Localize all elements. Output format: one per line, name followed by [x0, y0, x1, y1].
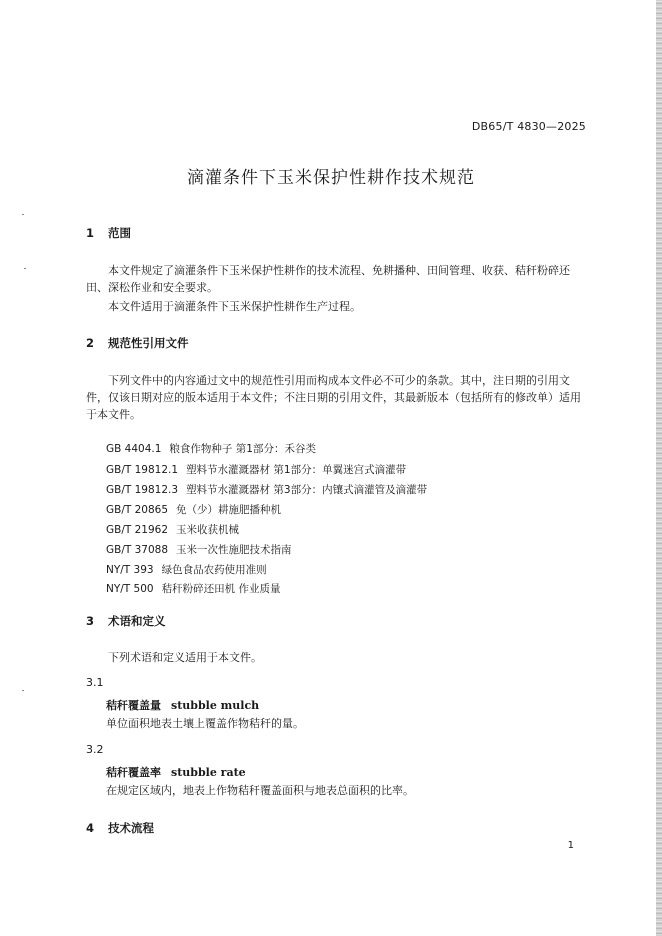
reference-item: [106, 542, 292, 557]
reference-item: [106, 562, 267, 577]
term-heading: [106, 697, 259, 713]
term-zh: 秸秆覆盖率: [106, 766, 161, 779]
document-title: 滴灌条件下玉米保护性耕作技术规范: [187, 168, 475, 188]
section-title: 技术流程: [108, 821, 155, 835]
paragraph-text: 下列术语和定义适用于本文件。: [108, 651, 262, 664]
scan-edge-artifact: [656, 0, 662, 936]
term-definition: 单位面积地表土壤上覆盖作物秸秆的量。: [106, 717, 304, 730]
term-en: stubble rate: [171, 766, 246, 779]
reference-code: GB/T 19812.1: [106, 464, 179, 476]
section-3-heading: [86, 613, 166, 629]
section-title: 范围: [108, 226, 132, 240]
section-2-intro: [86, 372, 591, 423]
reference-title: 绿色食品农药使用准则: [161, 564, 267, 576]
section-1-paragraph-1: [86, 262, 591, 296]
section-title: 规范性引用文件: [108, 336, 189, 350]
term-number: 3.1: [86, 676, 104, 689]
reference-title: 秸秆粉碎还田机 作业质量: [161, 583, 281, 595]
term-number: 3.2: [86, 743, 104, 756]
reference-title: 塑料节水灌溉器材 第1部分：单翼迷宫式滴灌带: [186, 464, 407, 476]
term-en: stubble mulch: [171, 699, 260, 712]
section-1-paragraph-2: [86, 298, 591, 315]
reference-item: [106, 482, 427, 497]
section-number: 3: [86, 614, 95, 628]
reference-item: [106, 462, 406, 477]
section-2-heading: [86, 335, 189, 351]
reference-code: GB/T 19812.3: [106, 484, 179, 496]
scan-speck: [22, 690, 24, 691]
reference-code: GB/T 37088: [106, 544, 169, 556]
section-number: 4: [86, 821, 95, 835]
page-number: 1: [567, 840, 574, 851]
reference-code: NY/T 500: [106, 583, 154, 595]
scan-speck: [22, 214, 24, 215]
section-title: 术语和定义: [108, 614, 166, 628]
paragraph-text: 下列文件中的内容通过文中的规范性引用而构成本文件必不可少的条款。其中，注日期的引用文件，仅该日期对应的版本适用于本文件；不注日期的引用文件，其最新版本（包括所有的修改单）适用于本文件。: [86, 374, 581, 421]
reference-item: [106, 502, 281, 517]
term-zh: 秸秆覆盖量: [106, 699, 161, 712]
reference-item: [106, 441, 316, 456]
paragraph-text: 本文件规定了滴灌条件下玉米保护性耕作的技术流程、免耕播种、田间管理、收获、秸秆粉碎还田、深松作业和安全要求。: [86, 264, 570, 294]
section-4-heading: [86, 820, 154, 836]
term-definition: 在规定区域内，地表上作物秸秆覆盖面积与地表总面积的比率。: [106, 784, 414, 797]
reference-title: 玉米收获机械: [176, 524, 240, 536]
reference-code: GB 4404.1: [106, 443, 162, 455]
reference-title: 免（少）耕施肥播种机: [176, 504, 282, 516]
scan-speck: [24, 268, 26, 269]
section-1-heading: [86, 225, 131, 241]
reference-code: GB/T 21962: [106, 524, 169, 536]
reference-title: 玉米一次性施肥技术指南: [176, 544, 292, 556]
reference-item: [106, 522, 239, 537]
reference-title: 塑料节水灌溉器材 第3部分：内镶式滴灌管及滴灌带: [186, 484, 428, 496]
reference-code: GB/T 20865: [106, 504, 169, 516]
document-code: DB65/T 4830—2025: [471, 120, 586, 133]
reference-title: 粮食作物种子 第1部分：禾谷类: [169, 443, 316, 455]
section-number: 2: [86, 336, 95, 350]
term-heading: [106, 764, 246, 780]
section-3-intro: [86, 649, 591, 666]
reference-code: NY/T 393: [106, 564, 154, 576]
section-number: 1: [86, 226, 95, 240]
reference-item: [106, 581, 280, 596]
paragraph-text: 本文件适用于滴灌条件下玉米保护性耕作生产过程。: [108, 300, 361, 313]
